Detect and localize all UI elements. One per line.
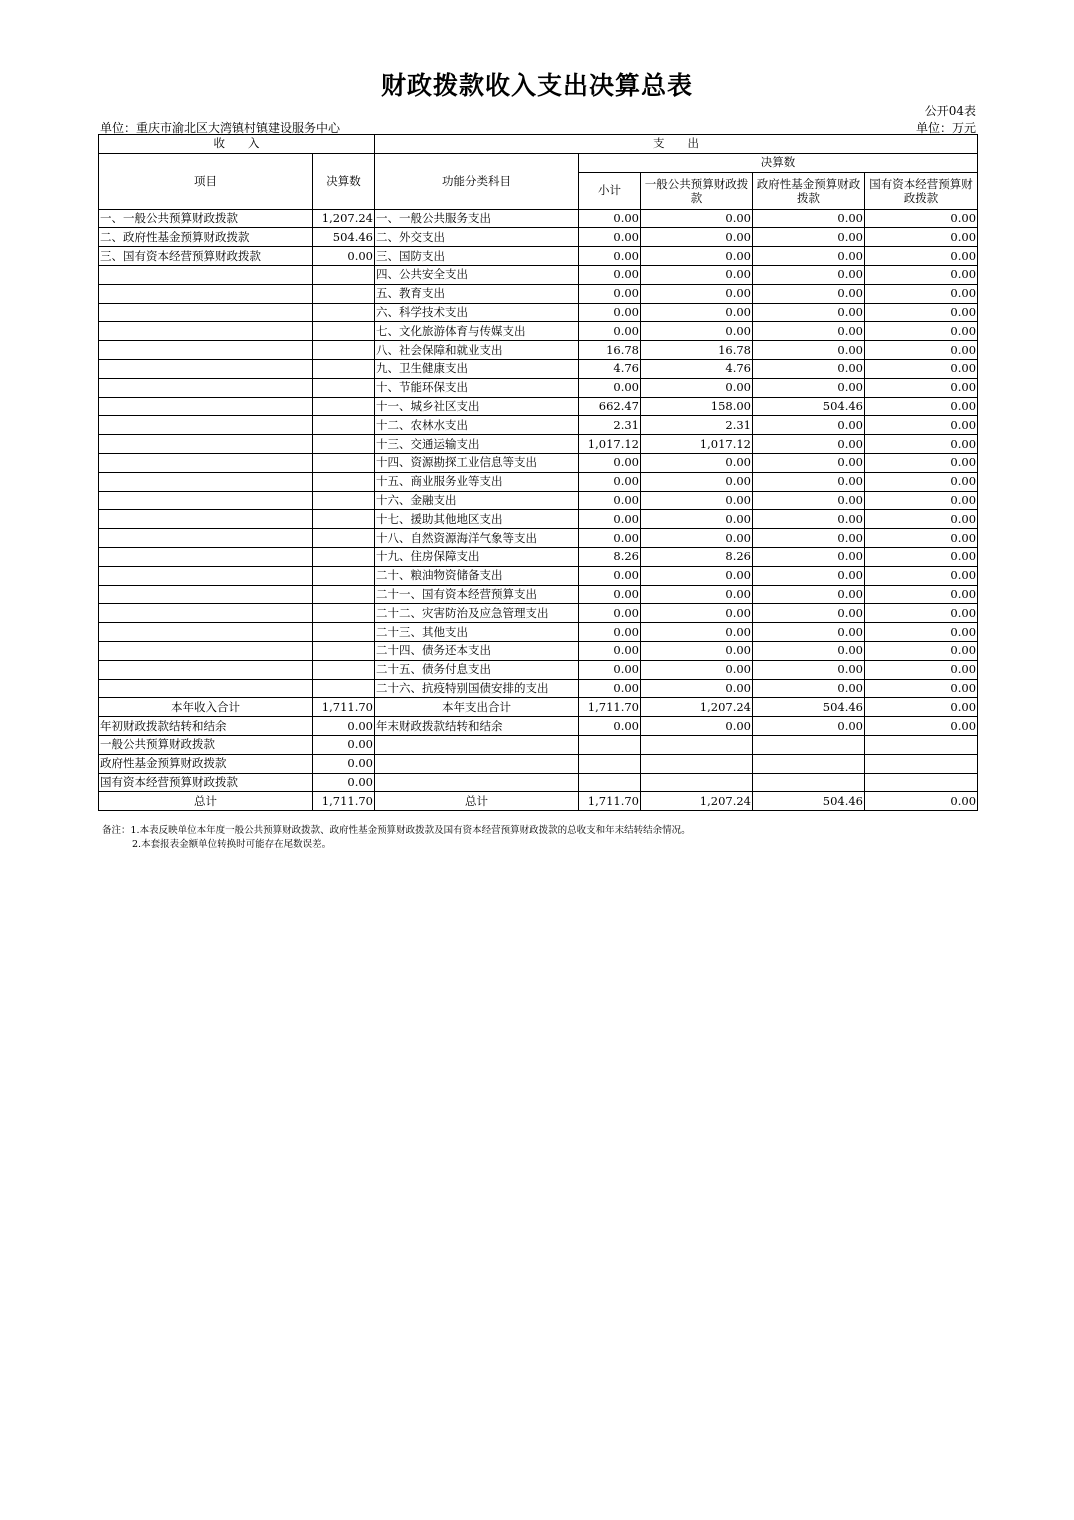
- income-item-cell: [99, 529, 313, 548]
- state-capital-cell: 0.00: [865, 566, 978, 585]
- table-row: [99, 453, 978, 472]
- income-amount-cell: [313, 529, 375, 548]
- subtotal-cell: 0.00: [579, 585, 641, 604]
- income-amount-cell: [313, 679, 375, 698]
- income-item-cell: [99, 303, 313, 322]
- general-budget-cell: 0.00: [641, 566, 753, 585]
- general-budget-cell: 0.00: [641, 623, 753, 642]
- state-capital-cell: 0.00: [865, 265, 978, 284]
- expense-item-cell: 六、科学技术支出: [375, 303, 579, 322]
- general-budget-cell: 4.76: [641, 359, 753, 378]
- income-item-cell: [99, 378, 313, 397]
- table-row: [99, 547, 978, 566]
- table-row: [99, 322, 978, 341]
- table-row: [99, 416, 978, 435]
- year-total-row: [99, 698, 978, 717]
- state-capital-cell: 0.00: [865, 472, 978, 491]
- income-item-cell: [99, 679, 313, 698]
- subtotal-cell: 16.78: [579, 341, 641, 360]
- expense-item-cell: 二十六、抗疫特别国债安排的支出: [375, 679, 579, 698]
- table-row: [99, 209, 978, 228]
- carryover-row-expense-label: 年末财政拨款结转和结余: [375, 717, 579, 736]
- empty-cell: [641, 773, 753, 792]
- general-budget-cell: 0.00: [641, 228, 753, 247]
- carryover-sub-row: [99, 773, 978, 792]
- state-capital-cell: 0.00: [865, 284, 978, 303]
- state-capital-cell: 0.00: [865, 359, 978, 378]
- budget-table: [98, 134, 978, 811]
- income-amount-cell: [313, 416, 375, 435]
- state-capital-cell: 0.00: [865, 247, 978, 266]
- gov-fund-cell: 0.00: [753, 303, 865, 322]
- expense-item-cell: 三、国防支出: [375, 247, 579, 266]
- unit-currency: 单位：万元: [915, 121, 976, 135]
- empty-cell: [865, 773, 978, 792]
- gov-fund-cell: 0.00: [753, 416, 865, 435]
- subtotal-cell: 0.00: [579, 566, 641, 585]
- state-capital-cell: 0.00: [865, 453, 978, 472]
- income-amount-cell: [313, 322, 375, 341]
- income-amount-cell: [313, 660, 375, 679]
- income-item-cell: [99, 472, 313, 491]
- expense-item-cell: 九、卫生健康支出: [375, 359, 579, 378]
- expense-item-cell: 二十二、灾害防治及应急管理支出: [375, 604, 579, 623]
- subtotal-cell: 0.00: [579, 472, 641, 491]
- income-amount-cell: [313, 265, 375, 284]
- general-budget-cell: 0.00: [641, 491, 753, 510]
- gov-fund-cell: 0.00: [753, 378, 865, 397]
- general-budget-cell: 0.00: [641, 247, 753, 266]
- year-total-row-gov-fund: 504.46: [753, 698, 865, 717]
- notes: [102, 824, 691, 852]
- grand-total-row-income-amount: 1,711.70: [313, 792, 375, 811]
- subtotal-cell: 0.00: [579, 284, 641, 303]
- expense-item-cell: 二十三、其他支出: [375, 623, 579, 642]
- func-subject-header: 功能分类科目: [375, 153, 579, 209]
- income-amount-cell: [313, 547, 375, 566]
- subtotal-cell: 0.00: [579, 491, 641, 510]
- table-row: [99, 378, 978, 397]
- income-header: 收 入: [99, 135, 375, 154]
- general-budget-cell: 0.00: [641, 679, 753, 698]
- income-item-cell: [99, 510, 313, 529]
- income-amount-cell: [313, 359, 375, 378]
- gov-fund-cell: 0.00: [753, 228, 865, 247]
- general-budget-cell: 0.00: [641, 303, 753, 322]
- year-total-row-general-budget: 1,207.24: [641, 698, 753, 717]
- income-item-cell: [99, 641, 313, 660]
- carryover-row-gov-fund: 0.00: [753, 717, 865, 736]
- state-capital-cell: 0.00: [865, 510, 978, 529]
- empty-cell: [579, 735, 641, 754]
- income-item-cell: [99, 453, 313, 472]
- state-capital-cell: 0.00: [865, 341, 978, 360]
- expense-item-cell: 十八、自然资源海洋气象等支出: [375, 529, 579, 548]
- gov-fund-cell: 0.00: [753, 491, 865, 510]
- general-budget-cell: 0.00: [641, 472, 753, 491]
- empty-cell: [641, 754, 753, 773]
- table-row: [99, 359, 978, 378]
- final-amount-header: 决算数: [579, 153, 978, 172]
- expense-item-cell: 十四、资源勘探工业信息等支出: [375, 453, 579, 472]
- subtotal-cell: 0.00: [579, 453, 641, 472]
- income-amount-cell: [313, 585, 375, 604]
- state-capital-cell: 0.00: [865, 585, 978, 604]
- gov-fund-cell: 0.00: [753, 566, 865, 585]
- table-row: [99, 585, 978, 604]
- table-row: [99, 566, 978, 585]
- subtotal-cell: 0.00: [579, 228, 641, 247]
- subtotal-cell: 0.00: [579, 322, 641, 341]
- expense-item-cell: 十五、商业服务业等支出: [375, 472, 579, 491]
- table-row: [99, 228, 978, 247]
- gov-fund-cell: 0.00: [753, 641, 865, 660]
- expense-item-cell: 十六、金融支出: [375, 491, 579, 510]
- empty-cell: [375, 735, 579, 754]
- carryover-row-subtotal: 0.00: [579, 717, 641, 736]
- carryover-sub-label: 政府性基金预算财政拨款: [99, 754, 313, 773]
- income-item-cell: [99, 322, 313, 341]
- grand-total-row-gov-fund: 504.46: [753, 792, 865, 811]
- subtotal-cell: 1,017.12: [579, 435, 641, 454]
- year-total-row-expense-label: 本年支出合计: [375, 698, 579, 717]
- table-row: [99, 265, 978, 284]
- grand-total-row-income-label: 总计: [99, 792, 313, 811]
- general-budget-cell: 1,017.12: [641, 435, 753, 454]
- gov-fund-cell: 0.00: [753, 359, 865, 378]
- state-capital-cell: 0.00: [865, 303, 978, 322]
- general-budget-cell: 0.00: [641, 453, 753, 472]
- subtotal-cell: 662.47: [579, 397, 641, 416]
- gov-fund-cell: 0.00: [753, 679, 865, 698]
- income-item-cell: [99, 585, 313, 604]
- expense-item-cell: 十一、城乡社区支出: [375, 397, 579, 416]
- subtotal-cell: 0.00: [579, 510, 641, 529]
- table-row: [99, 623, 978, 642]
- carryover-row-income-amount: 0.00: [313, 717, 375, 736]
- gov-fund-cell: 0.00: [753, 453, 865, 472]
- year-total-row-state-capital: 0.00: [865, 698, 978, 717]
- empty-cell: [865, 735, 978, 754]
- gov-fund-cell: 504.46: [753, 397, 865, 416]
- income-amount-cell: [313, 510, 375, 529]
- empty-cell: [579, 754, 641, 773]
- gov-fund-cell: 0.00: [753, 209, 865, 228]
- gov-fund-cell: 0.00: [753, 529, 865, 548]
- income-item-cell: [99, 623, 313, 642]
- state-capital-cell: 0.00: [865, 378, 978, 397]
- expense-item-cell: 十二、农林水支出: [375, 416, 579, 435]
- note-2: 2.本套报表金额单位转换时可能存在尾数误差。: [132, 839, 332, 850]
- table-row: [99, 510, 978, 529]
- general-budget-cell: 0.00: [641, 265, 753, 284]
- year-total-row-subtotal: 1,711.70: [579, 698, 641, 717]
- state-capital-cell: 0.00: [865, 397, 978, 416]
- expense-item-cell: 一、一般公共服务支出: [375, 209, 579, 228]
- expense-item-cell: 十七、援助其他地区支出: [375, 510, 579, 529]
- income-amount-cell: [313, 566, 375, 585]
- income-amount-cell: [313, 378, 375, 397]
- state-capital-cell: 0.00: [865, 679, 978, 698]
- state-capital-cell: 0.00: [865, 641, 978, 660]
- state-capital-cell: 0.00: [865, 228, 978, 247]
- expense-item-cell: 十九、住房保障支出: [375, 547, 579, 566]
- income-amount-cell: [313, 472, 375, 491]
- income-item-cell: [99, 547, 313, 566]
- general-budget-cell: 0.00: [641, 322, 753, 341]
- carryover-row-general-budget: 0.00: [641, 717, 753, 736]
- subtotal-cell: 0.00: [579, 623, 641, 642]
- gov-fund-cell: 0.00: [753, 547, 865, 566]
- subtotal-cell: 2.31: [579, 416, 641, 435]
- table-row: [99, 435, 978, 454]
- grand-total-row-expense-label: 总计: [375, 792, 579, 811]
- state-capital-cell: 0.00: [865, 547, 978, 566]
- empty-cell: [579, 773, 641, 792]
- form-number: 公开04表: [924, 104, 976, 118]
- income-item-cell: [99, 397, 313, 416]
- state-capital-cell: 0.00: [865, 491, 978, 510]
- income-item-cell: [99, 265, 313, 284]
- general-budget-cell: 0.00: [641, 641, 753, 660]
- gov-fund-cell: 0.00: [753, 472, 865, 491]
- subtotal-cell: 8.26: [579, 547, 641, 566]
- gov-fund-cell: 0.00: [753, 247, 865, 266]
- general-budget-cell: 8.26: [641, 547, 753, 566]
- income-item-cell: 一、一般公共预算财政拨款: [99, 209, 313, 228]
- item-header: 项目: [99, 153, 313, 209]
- state-capital-cell: 0.00: [865, 209, 978, 228]
- general-budget-cell: 0.00: [641, 209, 753, 228]
- state-capital-cell: 0.00: [865, 604, 978, 623]
- income-item-cell: [99, 491, 313, 510]
- gov-fund-cell: 0.00: [753, 604, 865, 623]
- note-1: 备注：1.本表反映单位本年度一般公共预算财政拨款、政府性基金预算财政拨款及国有资本经营预算财政拨款的总收支和年末结转结余情况。: [102, 825, 691, 836]
- empty-cell: [753, 773, 865, 792]
- general-budget-cell: 0.00: [641, 378, 753, 397]
- subtotal-cell: 0.00: [579, 303, 641, 322]
- grand-total-row-state-capital: 0.00: [865, 792, 978, 811]
- year-total-row-income-amount: 1,711.70: [313, 698, 375, 717]
- gov-fund-cell: 0.00: [753, 284, 865, 303]
- general-budget-header: 一般公共预算财政拨款: [641, 172, 753, 209]
- grand-total-row-general-budget: 1,207.24: [641, 792, 753, 811]
- subtotal-cell: 0.00: [579, 529, 641, 548]
- gov-fund-cell: 0.00: [753, 585, 865, 604]
- subtotal-cell: 0.00: [579, 641, 641, 660]
- amount-header: 决算数: [313, 153, 375, 209]
- income-item-cell: 三、国有资本经营预算财政拨款: [99, 247, 313, 266]
- gov-fund-cell: 0.00: [753, 265, 865, 284]
- expense-item-cell: 八、社会保障和就业支出: [375, 341, 579, 360]
- income-item-cell: [99, 284, 313, 303]
- gov-fund-header: 政府性基金预算财政拨款: [753, 172, 865, 209]
- income-item-cell: [99, 416, 313, 435]
- carryover-row-income-label: 年初财政拨款结转和结余: [99, 717, 313, 736]
- empty-cell: [375, 773, 579, 792]
- empty-cell: [753, 735, 865, 754]
- general-budget-cell: 0.00: [641, 660, 753, 679]
- carryover-sub-row: [99, 754, 978, 773]
- carryover-sub-amount: 0.00: [313, 735, 375, 754]
- table-row: [99, 397, 978, 416]
- subtotal-cell: 0.00: [579, 679, 641, 698]
- gov-fund-cell: 0.00: [753, 510, 865, 529]
- subtotal-cell: 0.00: [579, 209, 641, 228]
- expense-item-cell: 四、公共安全支出: [375, 265, 579, 284]
- empty-cell: [375, 754, 579, 773]
- carryover-sub-row: [99, 735, 978, 754]
- table-row: [99, 303, 978, 322]
- income-item-cell: [99, 566, 313, 585]
- table-row: [99, 641, 978, 660]
- income-item-cell: [99, 435, 313, 454]
- expense-item-cell: 十三、交通运输支出: [375, 435, 579, 454]
- table-row: [99, 491, 978, 510]
- general-budget-cell: 2.31: [641, 416, 753, 435]
- expense-item-cell: 二十五、债务付息支出: [375, 660, 579, 679]
- income-amount-cell: 1,207.24: [313, 209, 375, 228]
- state-capital-cell: 0.00: [865, 416, 978, 435]
- income-amount-cell: [313, 453, 375, 472]
- carryover-row: [99, 717, 978, 736]
- income-item-cell: [99, 660, 313, 679]
- income-amount-cell: [313, 604, 375, 623]
- table-row: [99, 284, 978, 303]
- empty-cell: [753, 754, 865, 773]
- subtotal-cell: 0.00: [579, 660, 641, 679]
- general-budget-cell: 0.00: [641, 529, 753, 548]
- income-amount-cell: [313, 284, 375, 303]
- table-row: [99, 247, 978, 266]
- state-capital-cell: 0.00: [865, 322, 978, 341]
- table-row: [99, 341, 978, 360]
- carryover-sub-amount: 0.00: [313, 773, 375, 792]
- grand-total-row-subtotal: 1,711.70: [579, 792, 641, 811]
- empty-cell: [865, 754, 978, 773]
- general-budget-cell: 0.00: [641, 604, 753, 623]
- subtotal-cell: 0.00: [579, 265, 641, 284]
- gov-fund-cell: 0.00: [753, 435, 865, 454]
- income-amount-cell: [313, 491, 375, 510]
- income-item-cell: [99, 359, 313, 378]
- subtotal-cell: 0.00: [579, 378, 641, 397]
- state-capital-cell: 0.00: [865, 529, 978, 548]
- subtotal-header: 小计: [579, 172, 641, 209]
- grand-total-row: [99, 792, 978, 811]
- state-capital-header: 国有资本经营预算财政拨款: [865, 172, 978, 209]
- income-amount-cell: [313, 397, 375, 416]
- table-row: [99, 529, 978, 548]
- income-item-cell: [99, 341, 313, 360]
- expense-item-cell: 二、外交支出: [375, 228, 579, 247]
- income-amount-cell: 0.00: [313, 247, 375, 266]
- expense-item-cell: 十、节能环保支出: [375, 378, 579, 397]
- expense-item-cell: 五、教育支出: [375, 284, 579, 303]
- state-capital-cell: 0.00: [865, 623, 978, 642]
- general-budget-cell: 158.00: [641, 397, 753, 416]
- table-row: [99, 679, 978, 698]
- income-item-cell: [99, 604, 313, 623]
- subtotal-cell: 4.76: [579, 359, 641, 378]
- income-amount-cell: [313, 641, 375, 660]
- gov-fund-cell: 0.00: [753, 660, 865, 679]
- subtotal-cell: 0.00: [579, 247, 641, 266]
- general-budget-cell: 0.00: [641, 510, 753, 529]
- income-amount-cell: [313, 303, 375, 322]
- income-amount-cell: [313, 341, 375, 360]
- expense-item-cell: 二十、粮油物资储备支出: [375, 566, 579, 585]
- income-item-cell: 二、政府性基金预算财政拨款: [99, 228, 313, 247]
- general-budget-cell: 0.00: [641, 585, 753, 604]
- income-amount-cell: [313, 623, 375, 642]
- gov-fund-cell: 0.00: [753, 341, 865, 360]
- general-budget-cell: 0.00: [641, 284, 753, 303]
- income-amount-cell: [313, 435, 375, 454]
- carryover-sub-label: 一般公共预算财政拨款: [99, 735, 313, 754]
- expense-header: 支 出: [375, 135, 978, 154]
- carryover-sub-amount: 0.00: [313, 754, 375, 773]
- expense-item-cell: 七、文化旅游体育与传媒支出: [375, 322, 579, 341]
- income-amount-cell: 504.46: [313, 228, 375, 247]
- year-total-row-income-label: 本年收入合计: [99, 698, 313, 717]
- carryover-sub-label: 国有资本经营预算财政拨款: [99, 773, 313, 792]
- page-title: 财政拨款收入支出决算总表: [380, 71, 693, 100]
- empty-cell: [641, 735, 753, 754]
- subtotal-cell: 0.00: [579, 604, 641, 623]
- expense-item-cell: 二十四、债务还本支出: [375, 641, 579, 660]
- unit-organization: 单位：重庆市渝北区大湾镇村镇建设服务中心: [100, 121, 341, 135]
- table-row: [99, 604, 978, 623]
- table-row: [99, 472, 978, 491]
- carryover-row-state-capital: 0.00: [865, 717, 978, 736]
- state-capital-cell: 0.00: [865, 435, 978, 454]
- gov-fund-cell: 0.00: [753, 623, 865, 642]
- expense-item-cell: 二十一、国有资本经营预算支出: [375, 585, 579, 604]
- gov-fund-cell: 0.00: [753, 322, 865, 341]
- general-budget-cell: 16.78: [641, 341, 753, 360]
- state-capital-cell: 0.00: [865, 660, 978, 679]
- table-row: [99, 660, 978, 679]
